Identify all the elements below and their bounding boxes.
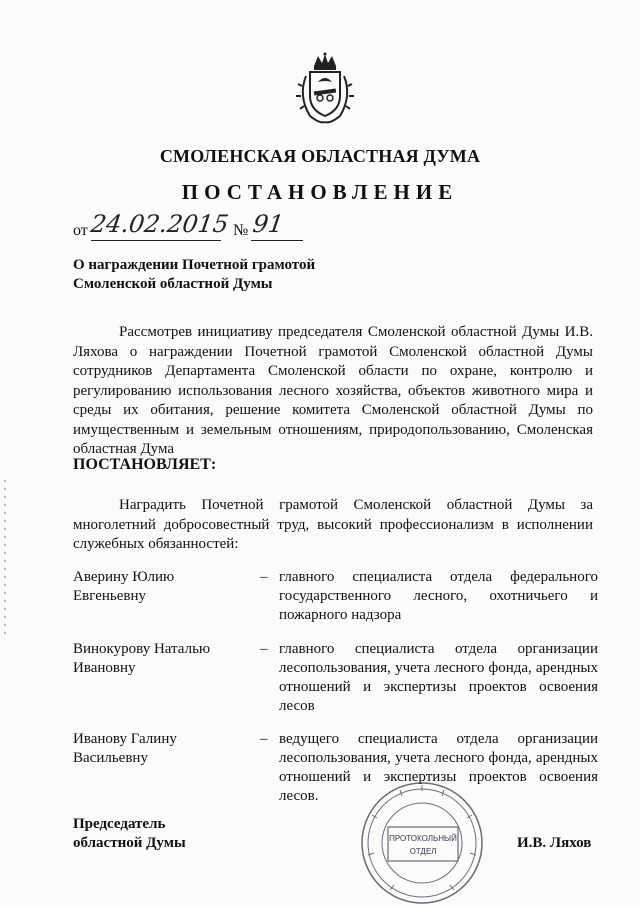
- organization-name: СМОЛЕНСКАЯ ОБЛАСТНАЯ ДУМА: [159, 146, 481, 166]
- awardee-position: главного специалиста отдела организации лесопользования, учета лесного фонда, арендных отношений и экспертизы проектов освоения лесов: [279, 641, 598, 714]
- awardee-name: Аверину Юлию Евгеньевну: [73, 569, 175, 604]
- subject-line: Смоленской областной Думы: [73, 276, 273, 292]
- awardee-dash: –: [260, 731, 268, 747]
- signatory-name: И.В. Ляхов: [517, 835, 592, 851]
- signatory-title-line: областной Думы: [73, 835, 186, 851]
- date-prefix: от: [73, 222, 88, 239]
- resolves-heading: ПОСТАНОВЛЯЕТ:: [73, 456, 217, 473]
- awardee-dash: –: [260, 569, 268, 585]
- date-number-line: [73, 210, 333, 240]
- signatory-title-line: Председатель: [73, 816, 166, 832]
- number-underline: [251, 240, 303, 241]
- awardee-name: Винокурову Наталью Ивановну: [73, 641, 211, 676]
- date-value: 24.02.2015: [89, 210, 231, 238]
- stamp-text: ОТДЕЛ: [409, 847, 437, 856]
- document-subject: [73, 256, 315, 294]
- awardee-name: Иванову Галину Васильевну: [73, 731, 177, 766]
- awardee-position: главного специалиста отдела федерального государственного лесного, охотничьего и пожарного надзора: [279, 569, 598, 623]
- award-paragraph: Наградить Почетной грамотой Смоленской областной Думы за многолетний добросовестный труд, высокий профессионализм в исполнении служебных обязанностей:: [73, 497, 593, 552]
- awardee-dash: –: [260, 641, 268, 657]
- official-stamp: [350, 775, 490, 905]
- awardee-position: ведущего специалиста отдела организации лесопользования, учета лесного фонда, арендных отношений и экспертизы проектов освоения лесов.: [279, 731, 598, 804]
- subject-line: О награждении Почетной грамотой: [73, 257, 316, 273]
- signatory-title: [73, 815, 186, 853]
- preamble-paragraph: Рассмотрев инициативу председателя Смоленской областной Думы И.В. Ляхова о награждении Почетной грамотой Смоленской областной Думы сотрудников Департамента Смоленской области по охране, контролю и регулированию использования лесного хозяйства, объектов животного мира и среды их обитания, решение комитета Смоленской областной Думы по имущественным и земельным отношениям, природопользованию, Смоленская областная Дума: [73, 324, 593, 457]
- scan-margin-mark: [4, 480, 6, 640]
- stamp-text: ПРОТОКОЛЬНЫЙ: [389, 834, 457, 843]
- document-type: ПОСТАНОВЛЕНИЕ: [181, 180, 459, 204]
- number-value: 91: [251, 210, 286, 238]
- number-prefix: №: [233, 222, 249, 239]
- date-underline: [91, 240, 221, 241]
- coat-of-arms-icon: [294, 52, 356, 126]
